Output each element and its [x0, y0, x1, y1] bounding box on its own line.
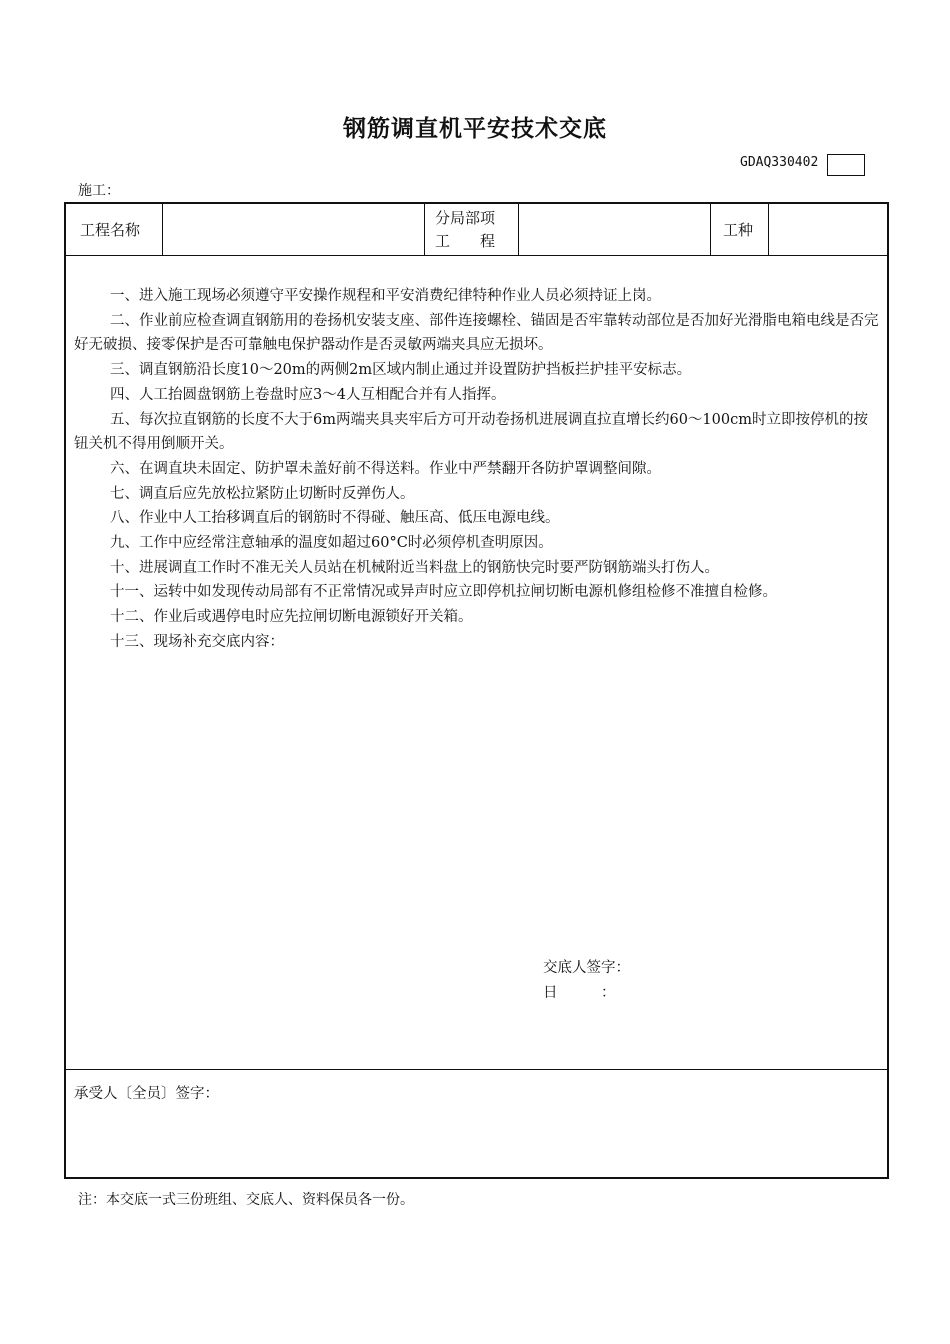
clause: 三、调直钢筋沿长度10～20m的两侧2m区域内制止通过并设置防护挡板拦护挂平安标志。: [110, 362, 692, 379]
clause: 五、每次拉直钢筋的长度不大于6m两端夹具夹牢后方可开动卷扬机进展调直拉直增长约60～100cm时立即按停机的按钮关机不得用倒顺开关。: [74, 411, 868, 453]
header-divider: [424, 204, 425, 255]
clause: 七、调直后应先放松拉紧防止切断时反弹伤人。: [110, 485, 415, 502]
document-code-box[interactable]: [827, 154, 865, 176]
clause: 二、作业前应检查调直钢筋用的卷扬机安装支座、部件连接螺栓、锚固是否牢靠转动部位是否加好光滑脂电箱电线是否完好无破损、接零保护是否可靠触电保护器动作是否灵敏两端夹具应无损坏。: [74, 312, 879, 354]
receiver-signature-label: 承受人〔全员〕签字：: [74, 1086, 219, 1102]
clause: 十一、运转中如发现传动局部有不正常情况或异声时应立即停机拉闸切断电源机修组检修不准擅自检修。: [110, 584, 777, 601]
clause: 十二、作业后或遇停电时应先拉闸切断电源锁好开关箱。: [110, 609, 473, 626]
date-label: 日 ：: [543, 985, 616, 1001]
sub-project-label-line2: 工 程: [435, 232, 496, 250]
document-title: 钢筋调直机平安技术交底: [343, 116, 607, 142]
disclosure-content: [74, 284, 882, 655]
project-name-label: 工程名称: [80, 221, 141, 239]
clause: 一、进入施工现场必须遵守平安操作规程和平安消费纪律特种作业人员必须持证上岗。: [110, 288, 661, 304]
header-divider: [710, 204, 711, 255]
receiver-section-rule: [66, 1069, 887, 1070]
disclosure-form: [64, 202, 889, 1179]
header-divider: [162, 204, 163, 255]
sub-project-label-line1: 分局部项: [435, 209, 496, 227]
discloser-signature-label: 交底人签字：: [543, 960, 630, 976]
header-divider: [768, 204, 769, 255]
document-code: GDAQ330402: [740, 155, 819, 170]
footer-note: 注：本交底一式三份班组、交底人、资料保员各一份。: [78, 1192, 414, 1208]
trade-label: 工种: [723, 221, 754, 239]
sub-project-field[interactable]: [520, 206, 708, 253]
clause: 八、作业中人工抬移调直后的钢筋时不得碰、触压高、低压电源电线。: [110, 510, 560, 527]
clause: 十三、现场补充交底内容：: [110, 633, 284, 650]
sub-project-label: [435, 207, 495, 253]
project-name-field[interactable]: [164, 206, 422, 253]
header-bottom-rule: [66, 255, 887, 256]
clause: 九、工作中应经常注意轴承的温度如超过60°C时必须停机查明原因。: [110, 535, 553, 552]
clause: 十、进展调直工作时不准无关人员站在机械附近当料盘上的钢筋快完时要严防钢筋端头打伤人。: [110, 559, 719, 576]
clause: 四、人工抬圆盘钢筋上卷盘时应3～4人互相配合并有人指挥。: [110, 386, 506, 403]
receiver-signature-area[interactable]: [68, 1109, 883, 1173]
clause: 六、在调直块未固定、防护罩未盖好前不得送料。作业中严禁翻开各防护罩调整间隙。: [110, 460, 661, 477]
construction-label: 施工：: [78, 183, 120, 199]
trade-field[interactable]: [770, 206, 884, 253]
header-divider: [518, 204, 519, 255]
